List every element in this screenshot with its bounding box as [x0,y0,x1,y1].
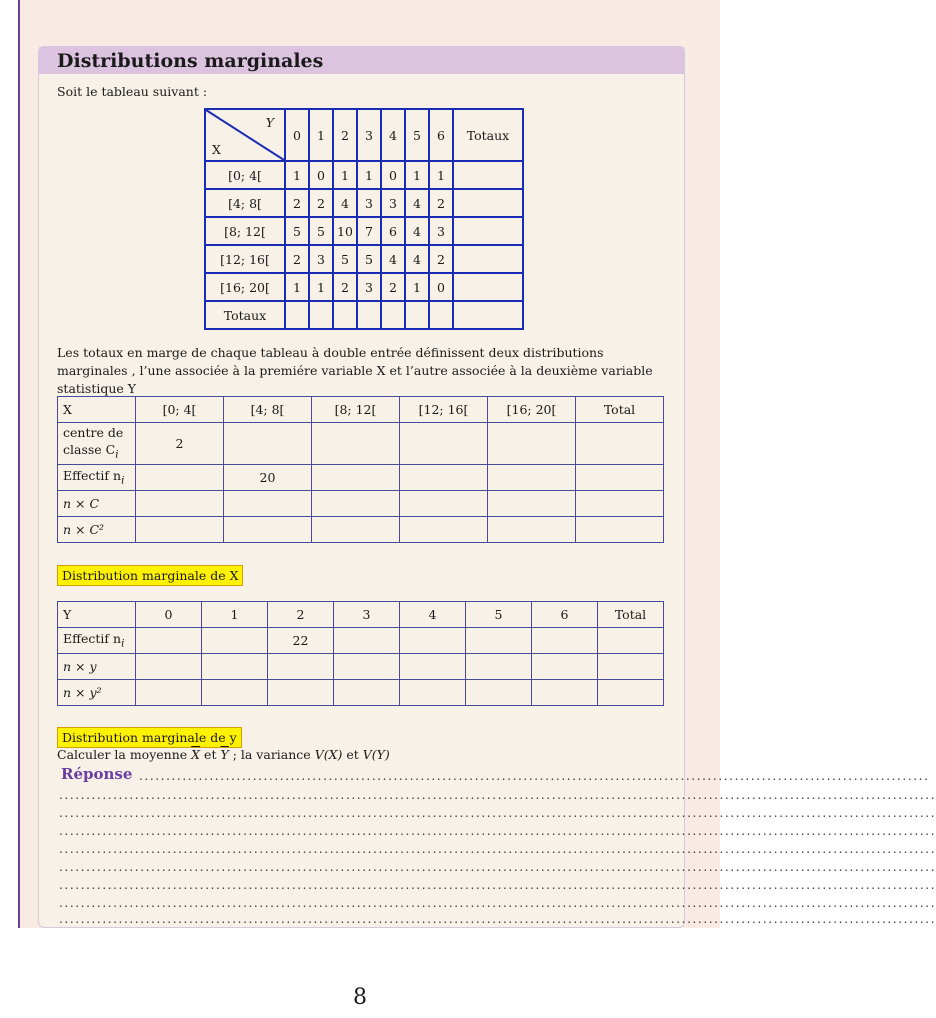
empty-cell [202,680,268,706]
empty-cell [453,245,523,273]
header-cell: X [58,397,136,423]
calculation-instruction [57,747,390,762]
effectif-label: Effectif n [63,468,122,484]
cell: 5 [357,245,381,273]
y-value-header: 3 [357,109,381,161]
table-row [58,628,664,654]
empty-cell [453,273,523,301]
marginal-y-label: Distribution marginale de y [57,727,242,748]
cell: 5 [285,217,309,245]
section-title: Distributions marginales [39,47,684,74]
cell: 2 [136,423,224,465]
empty-cell [309,301,333,329]
empty-cell [576,465,664,491]
y-value-header: 1 [309,109,333,161]
cell: 4 [405,217,429,245]
row-label [58,517,136,543]
answer-line: .................................................................................................................................................................. [59,878,936,892]
empty-cell [357,301,381,329]
nc-label: n × C [63,496,100,511]
cell: 1 [333,161,357,189]
intro-text: Soit le tableau suivant : [57,84,208,99]
empty-cell [400,517,488,543]
empty-cell [532,628,598,654]
table-row [58,654,664,680]
empty-cell [136,628,202,654]
cell: 22 [268,628,334,654]
header-cell: 2 [268,602,334,628]
y-value-header: 2 [333,109,357,161]
effectif-label: Effectif n [63,631,122,647]
left-margin-rule [18,0,20,928]
header-cell: 1 [202,602,268,628]
explanation-paragraph: Les totaux en marge de chaque tableau à double entrée définissent deux distributions marginales , l’une associée à la premiére variable X et l’autre associée à la deuxième variable statistique Y [57,345,653,396]
row-label [58,654,136,680]
table-row [58,517,664,543]
empty-cell [598,680,664,706]
header-cell: 3 [334,602,400,628]
empty-cell [488,465,576,491]
answer-line: .................................................................................................................................................................. [59,912,936,926]
centre-label: centre de classe C [63,424,124,457]
empty-cell [268,680,334,706]
row-label: Totaux [205,301,285,329]
empty-cell [488,423,576,465]
table-row [205,189,523,217]
cell: 1 [405,273,429,301]
empty-cell [202,628,268,654]
reponse-label: Réponse [61,765,133,783]
row-label: Effectif $n_i$ [58,465,136,491]
corner-x-label: X [212,142,221,157]
header-cell: [12; 16[ [400,397,488,423]
cell: 5 [333,245,357,273]
variance-x: V(X) [314,747,343,762]
cell: 4 [405,189,429,217]
table-row [205,301,523,329]
cell: 3 [357,273,381,301]
cell: 1 [357,161,381,189]
table-row [58,491,664,517]
y-value-header: 4 [381,109,405,161]
marginal-y-table [57,601,664,706]
empty-cell [453,301,523,329]
cell: 6 [381,217,405,245]
cell: 3 [357,189,381,217]
cell: 2 [309,189,333,217]
cell: 0 [429,273,453,301]
empty-cell [576,423,664,465]
empty-cell [202,654,268,680]
header-cell: Y [58,602,136,628]
empty-cell [312,423,400,465]
y-value-header: 6 [429,109,453,161]
row-label: [12; 16[ [205,245,285,273]
totals-header: Totaux [453,109,523,161]
table-row [58,423,664,465]
empty-cell [488,517,576,543]
empty-cell [405,301,429,329]
cell: 2 [285,245,309,273]
cell: 1 [405,161,429,189]
empty-cell [429,301,453,329]
empty-cell [136,491,224,517]
header-cell: [8; 12[ [312,397,400,423]
empty-cell [285,301,309,329]
header-cell: Total [576,397,664,423]
cell: 1 [309,273,333,301]
row-label [58,680,136,706]
header-cell: [16; 20[ [488,397,576,423]
row-label: [16; 20[ [205,273,285,301]
table-row [205,161,523,189]
calc-middle: ; la variance [232,747,311,762]
cell: 0 [309,161,333,189]
empty-cell [136,680,202,706]
empty-cell [136,517,224,543]
empty-cell [400,654,466,680]
empty-cell [532,654,598,680]
cell: 2 [285,189,309,217]
cell: 20 [224,465,312,491]
cell: 2 [429,189,453,217]
row-label: [4; 8[ [205,189,285,217]
answer-line: .................................................................................................................................................................. [59,860,936,874]
row-label: centre de classe $C_i$ [58,423,136,465]
cell: 1 [285,161,309,189]
empty-cell [598,654,664,680]
calc-et: et [204,747,217,762]
empty-cell [532,680,598,706]
empty-cell [312,517,400,543]
marginal-x-label: Distribution marginale de X [57,565,243,586]
cell: 2 [333,273,357,301]
row-label [58,491,136,517]
empty-cell [400,680,466,706]
answer-line: .................................................................................................................................................................. [59,806,936,820]
empty-cell [312,491,400,517]
table-row [205,217,523,245]
variance-y: V(Y) [362,747,390,762]
row-label: Effectif $n_i$ [58,628,136,654]
header-cell: 0 [136,602,202,628]
table-row [58,602,664,628]
empty-cell [381,301,405,329]
empty-cell [334,680,400,706]
cell: 1 [285,273,309,301]
header-cell: 5 [466,602,532,628]
empty-cell [466,628,532,654]
cell: 3 [381,189,405,217]
table-row [205,273,523,301]
ny-label: n × y [63,659,97,674]
empty-cell [453,189,523,217]
page-number: 8 [353,985,367,1010]
y-value-header: 5 [405,109,429,161]
row-label: [0; 4[ [205,161,285,189]
table-row [205,245,523,273]
empty-cell [453,161,523,189]
empty-cell [453,217,523,245]
empty-cell [334,654,400,680]
empty-cell [224,517,312,543]
row-label: [8; 12[ [205,217,285,245]
table-row [58,465,664,491]
empty-cell [333,301,357,329]
nc2-label: n × C² [63,522,105,537]
empty-cell [268,654,334,680]
empty-cell [136,465,224,491]
calc-et2: et [346,747,359,762]
cell: 2 [429,245,453,273]
empty-cell [400,628,466,654]
cell: 4 [333,189,357,217]
cell: 4 [405,245,429,273]
cell: 7 [357,217,381,245]
mean-x: $\overline{X}$ [191,747,201,762]
cell: 4 [381,245,405,273]
empty-cell [466,654,532,680]
empty-cell [598,628,664,654]
header-cell: 6 [532,602,598,628]
answer-line: .................................................................................................................................................................. [59,842,936,856]
empty-cell [224,423,312,465]
y-value-header: 0 [285,109,309,161]
header-cell: [0; 4[ [136,397,224,423]
empty-cell [400,491,488,517]
empty-cell [224,491,312,517]
corner-y-label: Y [265,115,274,130]
answer-line: .................................................................................................................................................................. [59,896,936,910]
header-cell: 4 [400,602,466,628]
empty-cell [312,465,400,491]
answer-line: .................................................................................................................................................................. [59,788,936,802]
table-row [58,680,664,706]
table-row [58,397,664,423]
cell: 2 [381,273,405,301]
answer-line: .................................................................................................................................................. [139,769,930,783]
cell: 0 [381,161,405,189]
empty-cell [466,680,532,706]
cell: 3 [309,245,333,273]
empty-cell [576,517,664,543]
ny2-label: n × y² [63,685,102,700]
answer-line: .................................................................................................................................................................. [59,824,936,838]
contingency-table [204,108,524,330]
empty-cell [334,628,400,654]
empty-cell [400,465,488,491]
header-cell: [4; 8[ [224,397,312,423]
calc-prefix: Calculer la moyenne [57,747,188,762]
table-corner-cell [205,109,285,161]
marginal-x-table [57,396,664,543]
empty-cell [400,423,488,465]
cell: 10 [333,217,357,245]
cell: 1 [429,161,453,189]
empty-cell [576,491,664,517]
empty-cell [488,491,576,517]
mean-y: $\overline{Y}$ [220,747,229,762]
header-cell: Total [598,602,664,628]
section-card [38,46,936,928]
empty-cell [136,654,202,680]
cell: 3 [429,217,453,245]
cell: 5 [309,217,333,245]
